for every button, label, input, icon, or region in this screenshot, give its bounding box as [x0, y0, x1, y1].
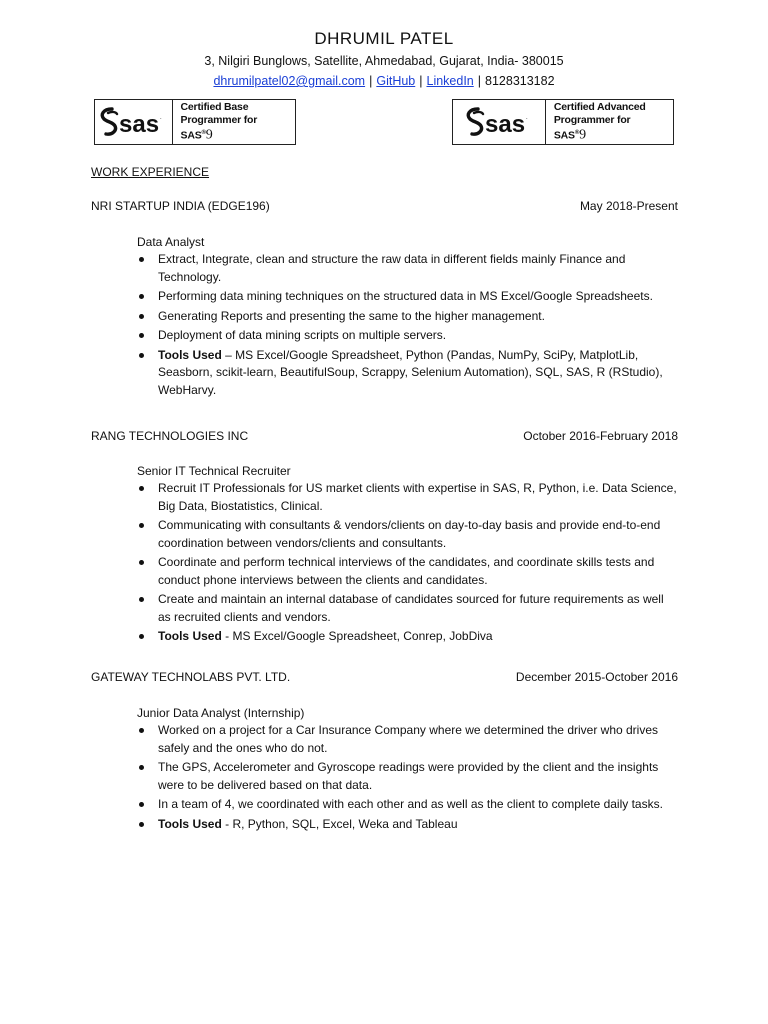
svg-text:sas: sas: [484, 111, 525, 138]
tools-label: Tools Used: [158, 629, 222, 643]
list-item: Extract, Integrate, clean and structure the raw data in different fields mainly Finance and Technology.: [137, 251, 677, 286]
phone-number: 8128313182: [485, 74, 555, 88]
section-title-work-experience: WORK EXPERIENCE: [91, 165, 210, 179]
list-item: Create and maintain an internal database of candidates sourced for future requirements as well as recruited clients and vendors.: [137, 591, 677, 626]
list-item: [137, 628, 677, 646]
company-name: GATEWAY TECHNOLABS PVT. LTD.: [91, 670, 291, 684]
list-item: [137, 816, 677, 834]
job-dates: December 2015-October 2016: [515, 670, 678, 684]
address: 3, Nilgiri Bunglows, Satellite, Ahmedabad, Gujarat, India- 380015: [204, 54, 564, 68]
job-role: Junior Data Analyst (Internship): [137, 706, 305, 720]
list-item: Worked on a project for a Car Insurance Company where we determined the driver who drives safely and the ones who do not.: [137, 722, 677, 757]
list-item: Performing data mining techniques on the structured data in MS Excel/Google Spreadsheets.: [137, 288, 677, 306]
job-role: Senior IT Technical Recruiter: [137, 464, 291, 478]
list-item: The GPS, Accelerometer and Gyroscope readings were provided by the client and the insights were to be delivered based on that data.: [137, 759, 677, 794]
github-link[interactable]: GitHub: [376, 74, 416, 88]
separator: |: [419, 74, 423, 88]
certification-line1: Certified Base: [180, 101, 249, 114]
contact-line: [0, 74, 768, 88]
certification-badge-advanced: [452, 99, 674, 145]
sas-logo-icon: [453, 100, 546, 144]
company-name: NRI STARTUP INDIA (EDGE196): [91, 199, 270, 213]
separator: |: [369, 74, 373, 88]
separator: |: [477, 74, 482, 88]
job-header: [91, 429, 678, 443]
registered-mark: ®: [201, 130, 206, 137]
tools-list: – MS Excel/Google Spreadsheet, Python (Pandas, NumPy, SciPy, MatplotLib, Seasborn, scikit-learn, BeautifulSoup, Scrappy, Selenium Automation), SQL, SAS, R (RStudio), WebHarvy.: [158, 347, 663, 397]
job-header: [91, 199, 678, 213]
job-role: Data Analyst: [137, 235, 205, 249]
certification-version: 9: [579, 127, 586, 143]
job-bullets: [137, 722, 677, 835]
company-name: RANG TECHNOLOGIES INC: [91, 429, 249, 443]
certification-text: [546, 100, 673, 144]
list-item: Recruit IT Professionals for US market clients with expertise in SAS, R, Python, i.e. Data Science, Big Data, Biostatistics, Clinical.: [137, 480, 677, 515]
list-item: [137, 347, 677, 400]
job-header: [91, 670, 678, 684]
job-dates: October 2016-February 2018: [523, 429, 678, 443]
job-dates: May 2018-Present: [579, 199, 678, 213]
list-item: Generating Reports and presenting the same to the higher management.: [137, 308, 677, 326]
tools-list: - MS Excel/Google Spreadsheet, Conrep, JobDiva: [225, 629, 493, 643]
svg-text:.: .: [160, 115, 162, 121]
certification-line2: Programmer for SAS: [180, 114, 258, 142]
tools-label: Tools Used: [158, 816, 222, 831]
list-item: Communicating with consultants & vendors/clients on day-to-day basis and provide end-to-end coordination between vendors/clients and consultants.: [137, 517, 677, 552]
job-bullets: [137, 480, 677, 648]
list-item: Deployment of data mining scripts on multiple servers.: [137, 327, 677, 345]
tools-label: Tools Used: [158, 347, 222, 362]
tools-list: - R, Python, SQL, Excel, Weka and Tableau: [225, 816, 458, 831]
sas-logo-icon: [95, 100, 173, 144]
job-bullets: [137, 251, 677, 401]
list-item: In a team of 4, we coordinated with each other and as well as the client to complete daily tasks.: [137, 796, 677, 814]
email-link[interactable]: dhrumilpatel02@gmail.com: [213, 74, 366, 88]
certification-badge-base: [94, 99, 296, 145]
registered-mark: ®: [574, 130, 580, 137]
list-item: Coordinate and perform technical interviews of the candidates, and coordinate skills tests and conduct phone interviews between the clients and candidates.: [137, 554, 677, 589]
certification-line1: Certified Advanced: [553, 101, 646, 114]
svg-text:sas: sas: [119, 111, 160, 138]
certification-line2: Programmer for SAS: [553, 114, 631, 142]
certification-version: 9: [205, 127, 213, 143]
certification-text: [173, 100, 295, 144]
candidate-name: DHRUMIL PATEL: [314, 29, 454, 48]
svg-text:.: .: [525, 115, 528, 121]
linkedin-link[interactable]: LinkedIn: [426, 74, 474, 88]
